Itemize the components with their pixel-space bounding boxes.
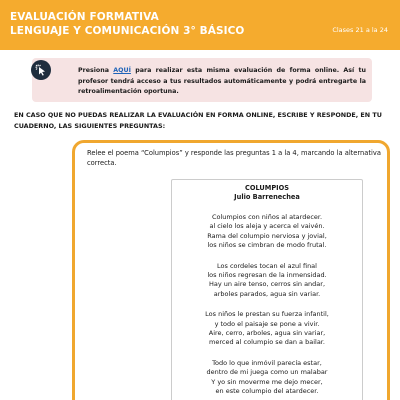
poem-verse: y todo el paisaje se pone a vivir.: [214, 319, 320, 328]
header-classes-range: Clases 21 a la 24: [332, 26, 388, 34]
poem-verse: Aire, cerro, arboles, agua sin variar,: [208, 329, 326, 338]
poem-verse: Todo lo que inmóvil parecía estar,: [212, 358, 322, 367]
poem-verse: dentro de mi juega como un malabar: [206, 368, 328, 377]
instruction-text: EN CASO QUE NO PUEDAS REALIZAR LA EVALUACIÓN EN FORMA ONLINE, ESCRIBE Y RESPONDE, EN TU CUADERNO, LAS SIGUIENTES PREGUNTAS:: [14, 111, 382, 130]
poem-stanza: [172, 310, 362, 348]
poem-stanza: [172, 213, 362, 251]
poem-stanza: [172, 359, 362, 397]
online-evaluation-notice: [32, 58, 372, 102]
poem-verse: arboles parados, agua sin variar.: [213, 289, 321, 298]
poem-verse: en este columpio del atardecer.: [215, 387, 319, 396]
poem-panel: [72, 140, 390, 400]
header-title-line-1: EVALUACIÓN FORMATIVA: [10, 11, 159, 23]
poem-verse: Y yo sin moverme me dejo mecer,: [211, 377, 323, 386]
poem-verse: merced al columpio se dan a bailar.: [209, 338, 325, 347]
poem-verse: Columpios con niños al atardecer.: [211, 213, 323, 221]
header-title-line-2: LENGUAJE Y COMUNICACIÓN 3° BÁSICO: [10, 25, 245, 37]
online-evaluation-link[interactable]: AQUÍ: [113, 67, 131, 74]
notice-text-before: Presiona: [78, 67, 114, 74]
poem-stanza: [172, 262, 362, 300]
poem-verse: Rama del columpio nerviosa y jovial,: [207, 231, 327, 240]
notice-text: [78, 66, 366, 98]
poem-verse: los niños regresan de la inmensidad.: [207, 271, 327, 280]
poem-verse: Los cordeles tocan el azul final: [217, 261, 317, 270]
page-header: [0, 0, 400, 50]
header-title: [10, 10, 244, 38]
panel-intro-text: Relee el poema “Columpios” y responde las preguntas 1 a la 4, marcando la alternativa correcta.: [87, 149, 381, 167]
poem-title: COLUMPIOS: [245, 184, 289, 192]
poem-box: [171, 179, 363, 400]
poem-verse: Hay un aire tenso, cerros sin andar,: [208, 280, 326, 289]
pointer-click-icon: [31, 60, 51, 80]
poem-author: Julio Barrenechea: [234, 193, 300, 201]
poem-verse: al cielo los aleja y acerca el vaivén.: [209, 222, 325, 231]
poem-verse: los niños se cimbran de modo frutal.: [207, 241, 327, 250]
poem-verse: Los niños le prestan su fuerza infantil,: [205, 310, 329, 319]
notice-text-after: para realizar esta misma evaluación de forma online. Así tu profesor tendrá acceso a tus resultados automáticamente y podrá entregarte la retroalimentación oportuna.: [78, 67, 366, 95]
